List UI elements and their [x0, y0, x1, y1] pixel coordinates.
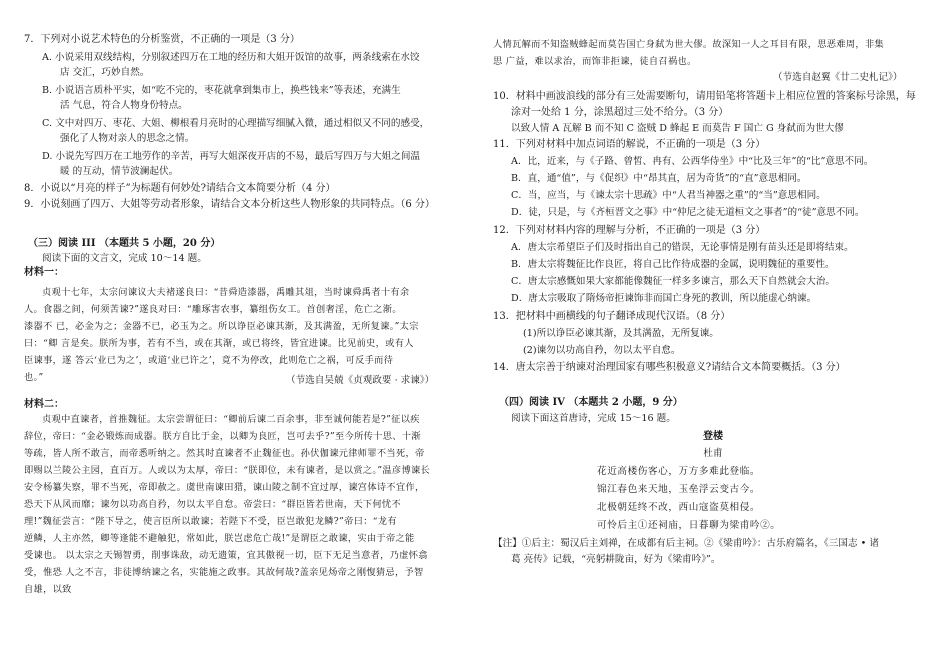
q11-option-c: C．当，应当，与《谏太宗十思疏》中“人君当神器之重”的“当”意思相同。 — [511, 190, 826, 201]
q7-stem: 7．下列对小说艺术特色的分析鉴赏，不正确的一项是（3 分） — [24, 34, 300, 45]
q7-option-d: D. 小说先写四万在工地劳作的辛苦，再写大姐深夜开店的不易，最后写四万与大姐之间温 — [42, 151, 421, 162]
material-2-line: 人情瓦解而不知盗贼蜂起而莫告国亡身弑为世大僇。故深知一人之耳目有限，思恶难周，非集 — [493, 39, 885, 50]
material-1-line: 漆器不 已，必金为之；金器不已，必玉为之。所以诤臣必谏其渐，及其满盈，无所复谏。”太宗 — [24, 321, 419, 332]
poem-line: 可怜后主①还祠庙，日暮聊为梁甫吟②。 — [597, 520, 781, 531]
material-1-line: 人。食器之间，何须苦谏?”遂良对曰：“雕琢害农事，纂组伤女工。首创奢淫，危亡之渐。 — [24, 304, 402, 315]
q10-stem: 10．材料中画波浪线的部分有三处需要断句，请用铅笔将答题卡上相应位置的答案标号涂黑，每 — [493, 91, 916, 102]
question-14: 14．唐太宗善于纳谏对治理国家有哪些积极意义?请结合文本简要概括。（3 分） — [493, 362, 846, 373]
material-1-line: 臣谏事，遂 答云‘业已为之’，或道‘业已许之’，竟不为停改，此则危亡之祸，可反手而待 — [24, 355, 394, 366]
q7-option-c-cont: 强化了人物对亲人的思念之情。 — [60, 133, 195, 144]
section-4-heading: （四）阅读 IV （本题共 2 小题，9 分） — [499, 397, 683, 408]
material-1-line: 贞观十七年，太宗问谏议大夫褚遂良曰：“昔舜造漆器，禹雕其俎，当时谏舜禹者十有余 — [42, 287, 410, 298]
material-1-source: （节选自吴兢《贞观政要 · 求谏》） — [286, 375, 435, 386]
q7-option-d-cont: 暖 的互动，情节波澜起伏。 — [60, 166, 179, 177]
q12-stem: 12．下列对材料内容的理解与分析，不正确的一项是（3 分） — [493, 225, 766, 236]
q7-option-a-cont: 店 交汇，巧妙自然。 — [60, 67, 150, 78]
q7-option-a: A. 小说采用双线结构，分别叙述四万在工地的经历和大姐开饭馆的故事，两条线索在水饺 — [42, 52, 420, 63]
material-2-line: 受，惟恐 人之不言，非徒博纳谏之名，实能施之政事。其故何哉?盖亲见炀帝之刚愎猜忌，予智 — [24, 567, 424, 578]
q10-stem-cont: 涂对一处给 1 分，涂黑超过三处不给分。（3 分） — [511, 107, 729, 118]
q13-stem: 13．把材料中画横线的句子翻译成现代汉语。（8 分） — [493, 311, 731, 322]
material-1-line: 曰：“卿 言是矣。朕所为事，若有不当，或在其渐，或已将终，皆宜进谏。比见前史，或有人 — [24, 338, 414, 349]
material-2-line: 安令杨纂失察，罪不当死，帝即赦之。虞世南谏田猎，谏山陵之制不宜过厚，谏宫体诗不宜作， — [24, 482, 425, 493]
q10-passage: 以致人情 A 瓦解 B 而不知 C 盗贼 D 蜂起 E 而莫告 F 国亡 G 身弑而为世大僇 — [511, 123, 844, 134]
material-2-line: 思 广益，难以求治，而饰非拒谏，徒自召祸也。 — [493, 56, 697, 67]
material-2-line: 恐天下从风而靡；谏勿以功高自矜，勿以太平自怠。帝尝曰：“群臣皆若世南，天下何忧不 — [24, 499, 402, 510]
material-2-label: 材料二： — [24, 399, 64, 410]
q7-option-b: B. 小说语言质朴平实，如“吃不完的，枣花就拿到集市上，换些钱来”等表述，充满生 — [42, 85, 401, 96]
poem-line: 北极朝廷终不改，西山寇盗莫相侵。 — [597, 502, 761, 513]
q11-stem: 11．下列对材料中加点词语的解说，不正确的一项是（3 分） — [493, 139, 766, 150]
question-8: 8．小说以“月亮的样子”为标题有何妙处?请结合文本简要分析（4 分） — [24, 183, 336, 194]
q12-option-c: C．唐太宗感慨如果大家都能像魏征一样多多谏言，那么天下自然就会大治。 — [511, 276, 835, 287]
poem-author: 杜甫 — [703, 448, 723, 459]
annotation-line: 【注】①后主：蜀汉后主刘禅，在成都有后主祠。②《梁甫吟》：古乐府篇名，《三国志 • 诸 — [493, 538, 879, 549]
poem-line: 锦江春色来天地，玉垒浮云变古今。 — [597, 484, 761, 495]
annotation-line: 葛 亮传》记载，“亮躬耕陇亩，好为《梁甫吟》”。 — [511, 554, 721, 565]
poem-title: 登楼 — [703, 431, 723, 442]
material-2-line: 受谏也。 以太宗之天锡智勇，削事诛敌，动无遗策，宜其傲视一切，臣下无足当意者，乃虚怀翕 — [24, 550, 428, 561]
section-4-intro: 阅读下面这首唐诗，完成 15～16 题。 — [511, 413, 676, 424]
material-2-line: 理!”魏征尝言：“陛下导之，使言臣所以敢谏；若陛下不受，臣岂敢犯龙鳞?”帝曰：“龙有 — [24, 516, 397, 527]
material-1-line: 也。” — [24, 372, 44, 383]
material-2-line: 辞位，帝曰：“金必锻炼而成器。朕方自比于金，以卿为良匠，岂可去乎?”至今所传十思、十渐 — [24, 431, 421, 442]
q13-sentence-2: (2)谏勿以功高自矜，勿以太平自怠。 — [523, 345, 681, 356]
poem-line: 花近高楼伤客心，万方多难此登临。 — [597, 466, 761, 477]
material-2-line: 自雄，以致 — [24, 584, 72, 595]
material-2-line: 贞观中直谏者，首推魏征。太宗尝谓征曰：“卿前后谏二百余事，非至诚何能若是?”征以疾 — [42, 414, 420, 425]
material-1-label: 材料一： — [24, 267, 64, 278]
material-2-line: 等疏，皆人所不敢言，而帝悉听纳之。然其时直谏者不止魏征也。孙伏伽谏元律师罪不当死，帝 — [24, 448, 425, 459]
q7-option-b-cont: 活 气息，符合人物身份特点。 — [60, 100, 188, 111]
q12-option-a: A．唐太宗希望臣子们及时指出自己的错误，无论事情是刚有苗头还是即将结束。 — [511, 242, 854, 253]
q12-option-d: D．唐太宗吸取了隋炀帝拒谏饰非而国亡身死的教训，所以能虚心纳谏。 — [511, 293, 817, 304]
q7-option-c: C. 文中对四万、枣花、大姐、柳根看月亮时的心理描写细腻入微，通过相似又不同的感受， — [42, 118, 430, 129]
q12-option-b: B．唐太宗将魏征比作良匠，将自己比作待成器的金属，说明魏征的重要性。 — [511, 259, 835, 270]
section-3-heading: （三）阅读 III （本题共 5 小题，20 分） — [28, 238, 221, 249]
section-3-intro: 阅读下面的文言文，完成 10～14 题。 — [42, 253, 207, 264]
q11-option-d: D．徒，只是，与《齐桓晋文之事》中“仲尼之徒无道桓文之事者”的“徒”意思不同。 — [511, 207, 865, 218]
q13-sentence-1: (1)所以诤臣必谏其渐，及其满盈，无所复谏。 — [523, 328, 719, 339]
material-2-line: 逆鳞，人主亦然，卿等逢能不避触犯，常如此，朕岂虑危亡哉!”是谓臣之敢谏，实由于帝之能 — [24, 533, 415, 544]
material-2-line: 即赐以兰陵公主园，直百万。人或以为太厚，帝曰：“朕即位，未有谏者，是以赏之。”温彦博谏长 — [24, 465, 431, 476]
q11-option-a: A．比，近来，与《子路、曾皙、冉有、公西华侍坐》中“比及三年”的“比”意思不同。 — [511, 156, 874, 167]
q11-option-b: B．直，通“值”，与《促织》中“昂其直，居为奇货”的“直”意思相同。 — [511, 173, 807, 184]
material-2-source: （节选自赵翼《廿二史札记》） — [773, 72, 903, 83]
question-9: 9．小说刻画了四万、大姐等劳动者形象，请结合文本分析这些人物形象的共同特点。（6 分） — [24, 199, 435, 210]
